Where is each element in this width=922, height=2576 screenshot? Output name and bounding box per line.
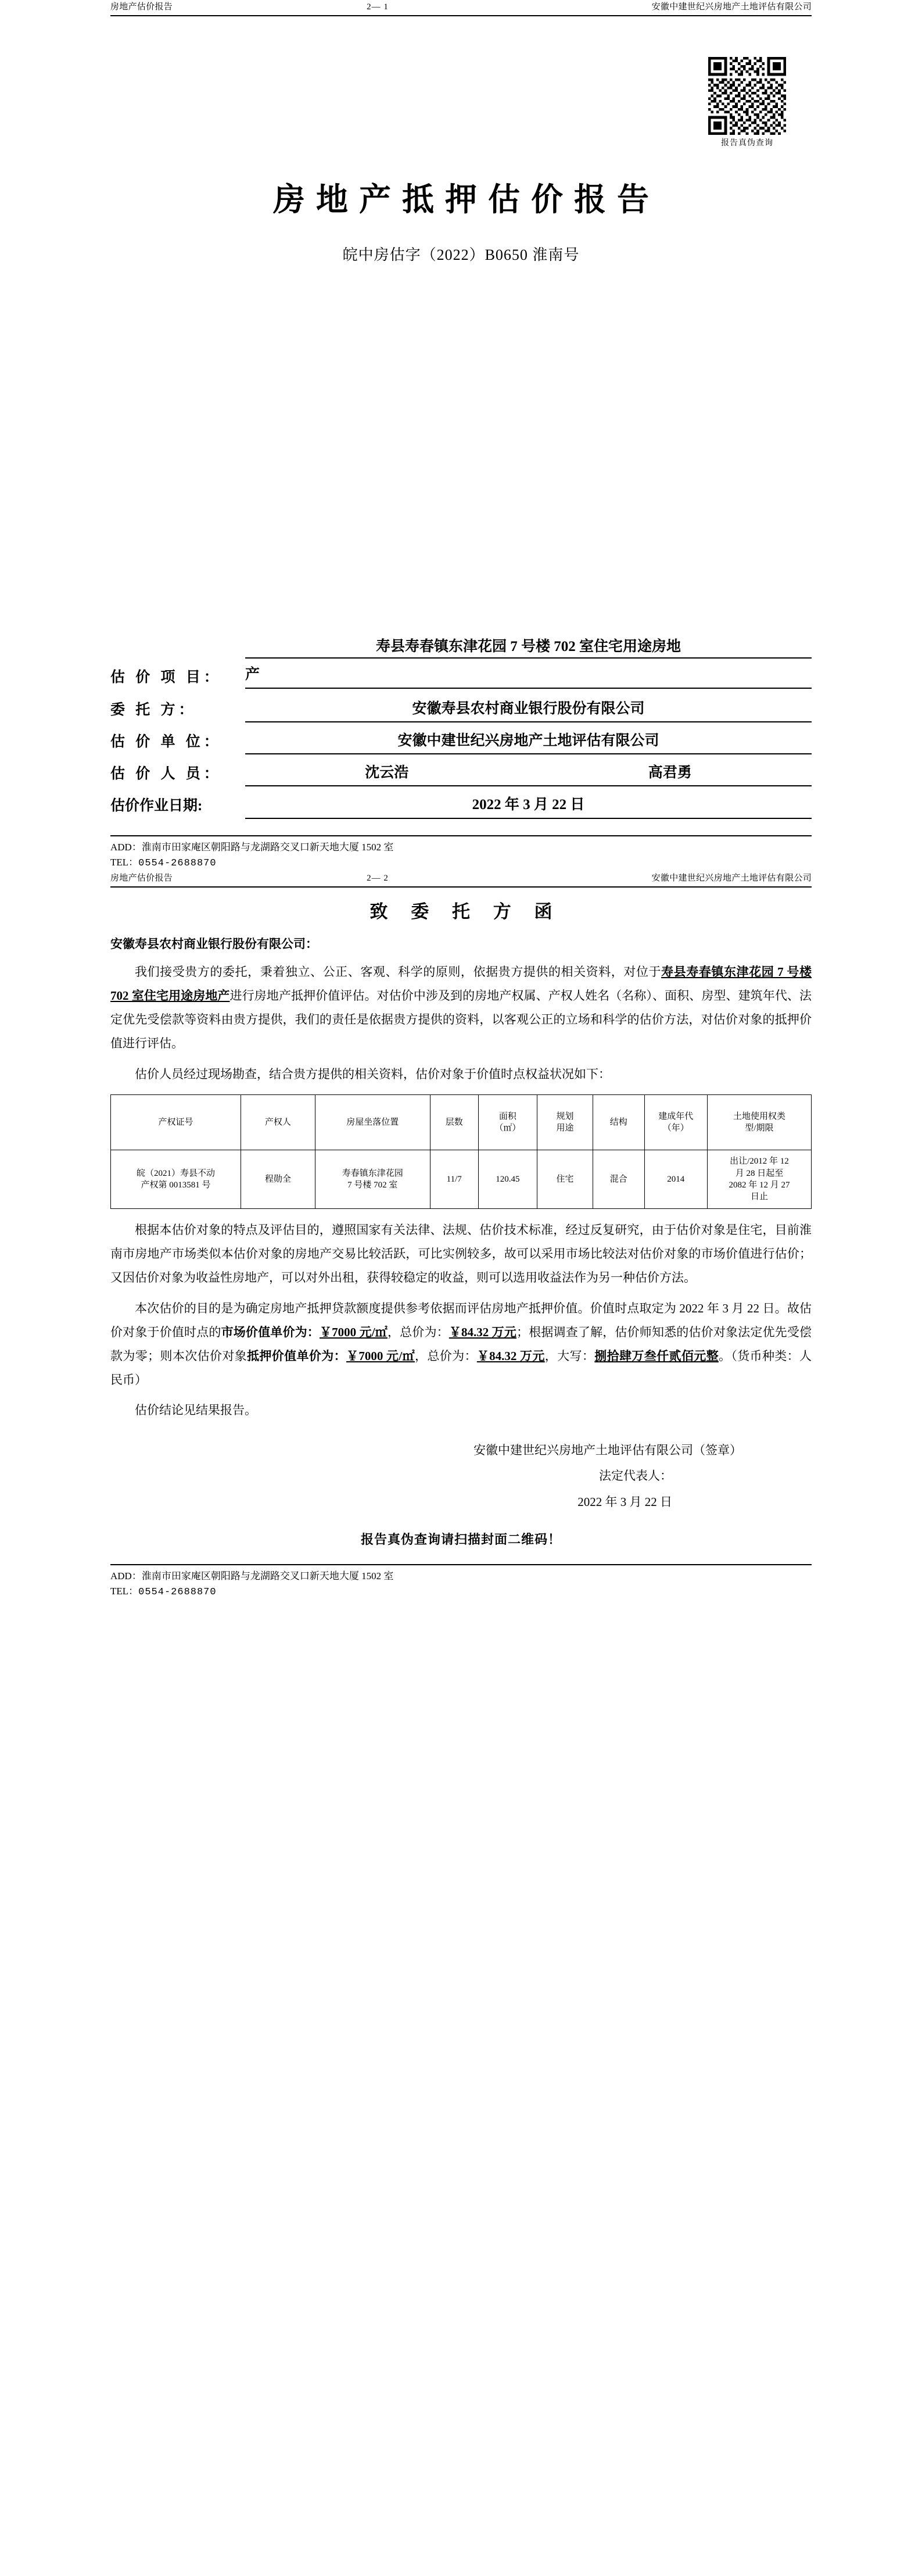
th-land-right: [707, 1094, 811, 1150]
para1-subject-underlined: 寿县寿春镇东津花园 7 号楼 702 室住宅用途房地产: [110, 965, 812, 1003]
para4-part-c: ，总价为：: [387, 1325, 449, 1339]
para4-part-g: ，大写：: [544, 1348, 595, 1363]
label-project: 估 价 项 目：: [110, 670, 222, 686]
para4-unit-price-mortgage: ￥7000 元/㎡: [346, 1348, 415, 1363]
cell-land-line2: 月 28 日起至: [735, 1168, 784, 1178]
para1-part-a: 我们接受贵方的委托，秉着独立、公正、客观、科学的原则，依据贵方提供的相关资料，对位于: [135, 965, 662, 979]
label-client: 委 托 方：: [110, 702, 197, 718]
th-area-main: 面积: [498, 1111, 516, 1121]
th-land-line2: 型/期限: [745, 1123, 774, 1133]
running-head-page-number: 2— 1: [367, 2, 389, 12]
para4-unit-price-market: ￥7000 元/㎡: [319, 1325, 388, 1339]
para4-part-f: ，总价为：: [414, 1348, 477, 1363]
cell-land-right: [707, 1150, 811, 1208]
cell-land-line1: 出让/2012 年 12: [730, 1157, 789, 1167]
cell-floors: 11/7: [430, 1150, 478, 1208]
contact-tel-page1: [110, 855, 812, 871]
th-floors: 层数: [430, 1094, 478, 1150]
table-header-row: [111, 1094, 812, 1150]
verification-notice: 报告真伪查询请扫描封面二维码！: [360, 1532, 561, 1547]
running-head-left: 房地产估价报告: [110, 2, 173, 12]
th-build-year-unit: （年）: [662, 1123, 689, 1133]
value-project: [245, 636, 812, 690]
value-appraiser-2: 高君勇: [648, 765, 692, 781]
running-head-right-page2: 安徽中建世纪兴房地产土地评估有限公司: [651, 874, 812, 883]
para4-amount-in-chinese: 捌拾肆万叁仟贰佰元整: [594, 1348, 719, 1363]
running-head-left-page2: 房地产估价报告: [110, 874, 173, 883]
contact-tel-value-page1: 0554-2688870: [138, 857, 217, 869]
signature-date: 2022 年 3 月 22 日: [577, 1494, 672, 1509]
contact-block-page1: [110, 836, 812, 872]
property-table-body: [111, 1150, 812, 1208]
form-row-client: [110, 699, 812, 722]
cell-cert-no: [111, 1150, 241, 1208]
th-area: [478, 1094, 537, 1150]
value-date: 2022 年 3 月 22 日: [245, 795, 812, 818]
value-client: 安徽寿县农村商业银行股份有限公司: [245, 699, 812, 722]
para4-mortgage-value-label: 抵押价值: [247, 1348, 297, 1363]
qr-section: [110, 57, 812, 148]
th-location: 房屋坐落位置: [315, 1094, 430, 1150]
running-head-right: 安徽中建世纪兴房地产土地评估有限公司: [651, 2, 812, 12]
cell-location: [315, 1150, 430, 1208]
qr-caption: 报告真伪查询: [721, 139, 773, 148]
contact-address-page1: ADD：淮南市田家庵区朝阳路与龙湖路交叉口新天地大厦 1502 室: [110, 841, 394, 853]
value-project-line2: 产: [245, 664, 812, 688]
cover-form: [110, 636, 812, 819]
signature-block: [110, 1437, 812, 1514]
th-owner: 产权人: [241, 1094, 315, 1150]
th-usage-line1: 规划: [556, 1111, 574, 1121]
cell-structure: 混合: [593, 1150, 644, 1208]
cover-title: 房地产抵押估价报告: [272, 182, 660, 217]
value-project-line1: 寿县寿春镇东津花园 7 号楼 702 室住宅用途房地: [245, 636, 812, 659]
letter-paragraph-5: 估价结论见结果报告。: [135, 1403, 257, 1418]
cell-usage: 住宅: [537, 1150, 593, 1208]
running-head-page1: [110, 0, 812, 15]
para1-part-b: 进行房地产抵押价值评估。对估价中涉及到的房地产权属、产权人姓名（名称）、面积、房型、建筑年代、法定优先受偿款等资料由贵方提供，我们的责任是依据贵方提供的资料，以客观公正的立场和科学的估价方法，对估价对象的抵押价值进行评估。: [110, 989, 812, 1050]
cell-land-line4: 日止: [750, 1192, 768, 1202]
th-area-unit: （㎡）: [494, 1123, 521, 1133]
cell-location-line1: 寿春镇东津花园: [342, 1168, 403, 1178]
form-row-project: [110, 636, 812, 690]
property-table: [110, 1094, 812, 1209]
cover-page: [0, 0, 922, 871]
label-appraisal-company: 估 价 单 位：: [110, 734, 222, 750]
th-usage-line2: 用途: [556, 1123, 574, 1133]
value-appraiser-1: 沈云浩: [365, 765, 409, 781]
contact-tel-label-page2: TEL：: [110, 1586, 139, 1597]
form-row-appraisal-company: [110, 731, 812, 754]
contact-address-page2: ADD：淮南市田家庵区朝阳路与龙湖路交叉口新天地大厦 1502 室: [110, 1570, 394, 1582]
letter-title: 致 委 托 方 函: [369, 901, 562, 922]
signature-legal-representative: 法定代表人：: [599, 1469, 672, 1483]
qr-code-icon: [708, 57, 786, 135]
para4-part-e: 单价为：: [296, 1348, 347, 1363]
running-head-page2: [110, 871, 812, 886]
letter-paragraph-1: [110, 960, 812, 1056]
para4-total-price-market: ￥84.32 万元: [449, 1325, 517, 1339]
contact-tel-label-page1: TEL：: [110, 856, 139, 868]
running-head-page-number-page2: 2— 2: [367, 874, 389, 883]
cell-cert-no-line1: 皖（2021）寿县不动: [137, 1168, 216, 1178]
letter-page: [0, 871, 922, 1615]
cover-subtitle: 皖中房估字（2022）B0650 淮南号: [342, 246, 580, 263]
cover-spacer: [110, 264, 812, 636]
contact-tel-value-page2: 0554-2688870: [138, 1587, 217, 1598]
property-table-head: [111, 1094, 812, 1150]
letter-paragraph-2: 估价人员经过现场勘查，结合贵方提供的相关资料，估价对象于价值时点权益状况如下：: [135, 1067, 611, 1081]
letter-addressee: 安徽寿县农村商业银行股份有限公司：: [110, 937, 318, 951]
cell-build-year: 2014: [644, 1150, 707, 1208]
cell-cert-no-line2: 产权第 0013581 号: [141, 1180, 211, 1190]
para4-part-d: ；根据调查了解，估价师知悉的估价对象法定优先受偿款为零；则本次估价对象: [110, 1325, 812, 1363]
label-date: 估价作业日期:: [110, 798, 203, 814]
label-appraisers: 估 价 人 员：: [110, 766, 222, 782]
para4-part-h: 。（货币种类：人民币）: [110, 1348, 812, 1387]
cell-owner: 程勋全: [241, 1150, 315, 1208]
th-usage: [537, 1094, 593, 1150]
para4-total-price-mortgage: ￥84.32 万元: [476, 1348, 545, 1363]
th-build-year-main: 建成年代: [658, 1111, 694, 1121]
cell-location-line2: 7 号楼 702 室: [347, 1180, 398, 1190]
cell-land-line3: 2082 年 12 月 27: [729, 1180, 790, 1190]
header-divider-page2: [110, 886, 812, 888]
value-appraisal-company: 安徽中建世纪兴房地产土地评估有限公司: [245, 731, 812, 754]
signature-company: 安徽中建世纪兴房地产土地评估有限公司（签章）: [473, 1443, 742, 1458]
para4-market-value-label: 市场价值: [221, 1325, 271, 1339]
cell-area: 120.45: [478, 1150, 537, 1208]
page-bottom-spacer: [110, 1600, 812, 1615]
th-land-line1: 土地使用权类: [733, 1111, 785, 1121]
form-row-date: [110, 795, 812, 818]
contact-tel-page2: [110, 1584, 812, 1600]
form-row-appraisers: [110, 763, 812, 786]
table-row: [111, 1150, 812, 1208]
header-divider: [110, 15, 812, 16]
contact-block-page2: [110, 1565, 812, 1601]
letter-paragraph-4: [110, 1297, 812, 1392]
cover-top-spacer: [110, 21, 812, 57]
th-structure: 结构: [593, 1094, 644, 1150]
th-cert-no: 产权证号: [111, 1094, 241, 1150]
value-appraisers: [245, 763, 812, 786]
para4-part-a: 本次估价的目的是为确定房地产抵押贷款额度提供参考依据而评估房地产抵押价值。价值时点取定为 2022 年 3 月 22 日。故估价对象于价值时点的: [110, 1301, 812, 1339]
th-build-year: [644, 1094, 707, 1150]
para4-part-b: 单价为：: [270, 1325, 320, 1339]
letter-paragraph-3: 根据本估价对象的特点及评估目的，遵照国家有关法律、法规、估价技术标准，经过反复研究，由于估价对象是住宅，目前淮南市房地产市场类似本估价对象的房地产交易比较活跃，可比实例较多，故可以采用市场比较法对估价对象的市场价值进行估价；又因估价对象为收益性房地产，可以对外出租，获得较稳定的收益，则可以选用收益法作为另一种估价方法。: [110, 1222, 812, 1285]
